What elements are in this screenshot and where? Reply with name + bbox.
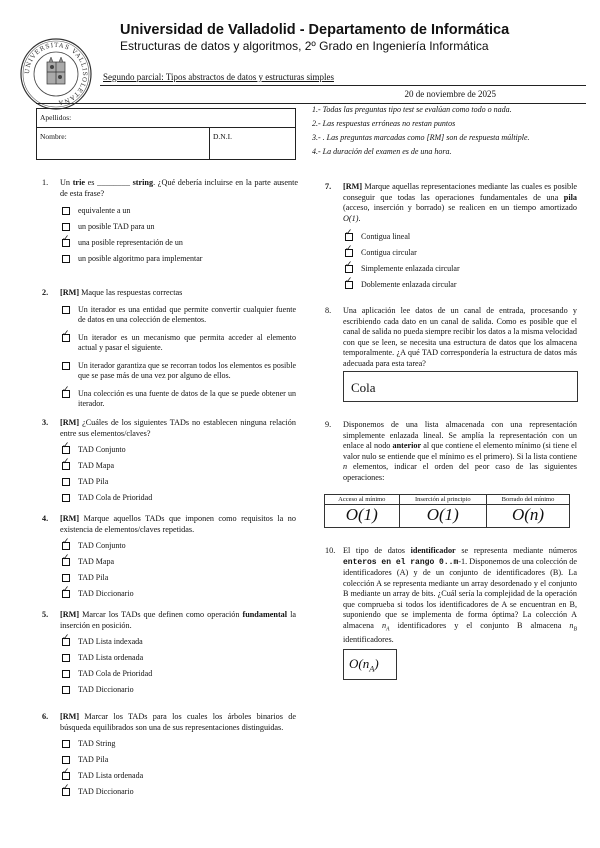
answer-option[interactable] <box>60 586 296 602</box>
divider <box>209 128 210 159</box>
answer-option[interactable] <box>60 768 296 784</box>
check-icon: ✓ <box>62 553 70 563</box>
question-number: 8. <box>325 306 332 315</box>
dni-label: D.N.I. <box>213 132 232 141</box>
answer-box-10[interactable] <box>343 649 397 680</box>
question-number: 6. <box>42 712 49 721</box>
question-2 <box>42 288 296 414</box>
answer-option[interactable] <box>60 784 296 800</box>
checkbox[interactable] <box>62 585 70 598</box>
question-10 <box>325 546 578 645</box>
question-text: Un trie es ________ string. ¿Qué debería incluirse en la parte ausente de esta frase? <box>60 178 299 198</box>
question-1 <box>42 178 299 267</box>
option-label: TAD Cola de Prioridad <box>78 669 153 678</box>
question-number: 9. <box>325 420 332 429</box>
answer-box-8[interactable] <box>343 371 578 402</box>
option-label: TAD String <box>78 739 116 748</box>
check-icon: ✓ <box>62 457 70 467</box>
question-9 <box>325 420 577 483</box>
checkbox[interactable] <box>62 654 70 662</box>
check-icon: ✓ <box>62 767 70 777</box>
question-text: El tipo de datos identificador se representa mediante números enteros en el rango 0..m-1. Disponemos de una colección de identificadores (A) y de un conjunto de identificadores (B). La colección A se representa mediante un array desordenado y el conjunto B mediante un array de bits. ¿Cuál sería la complejidad de la operación que comprueba si todos los identificadores de A se encuentran en B, suponiendo que se implementa de forma óptima? La colección A almacena $n_A$ identificadores y el conjunto B almacena $n_B$ identificadores. <box>343 546 578 644</box>
checkbox[interactable] <box>345 228 353 241</box>
rule-item: 4.- La duración del examen es de una hora. <box>312 147 452 156</box>
option-label: TAD Conjunto <box>78 541 126 550</box>
option-label: una posible representación de un <box>78 238 183 247</box>
checkbox[interactable] <box>62 553 70 566</box>
answer-option[interactable] <box>343 245 577 261</box>
option-label: TAD Lista indexada <box>78 637 143 646</box>
answer-option[interactable] <box>60 474 296 490</box>
checkbox[interactable] <box>62 670 70 678</box>
check-icon: ✓ <box>345 276 353 286</box>
checkbox[interactable] <box>62 537 70 550</box>
answer-option[interactable] <box>60 251 298 267</box>
answer-option[interactable] <box>60 302 296 330</box>
exam-date: 20 de noviembre de 2025 <box>404 89 496 99</box>
checkbox[interactable] <box>345 244 353 257</box>
check-icon: ✓ <box>62 384 70 395</box>
option-label: TAD Diccionario <box>78 589 134 598</box>
table-header: Borrado del mínimo <box>487 495 570 505</box>
answer-option[interactable] <box>60 666 296 682</box>
surname-label: Apellidos: <box>40 113 72 122</box>
answer-option[interactable] <box>60 634 296 650</box>
answer-option[interactable] <box>60 752 296 768</box>
answer-text: Cola <box>351 380 376 395</box>
check-icon: ✓ <box>345 260 353 270</box>
answer-option[interactable] <box>343 229 577 245</box>
answer-option[interactable] <box>60 736 296 752</box>
question-text: Disponemos de una lista almacenada con una representación simplemente enlazada lineal. Se amplía la representación con un enlace al nodo anterior al que contiene el elemento mínimo (si tiene el valor nulo se entiende que el mínimo es el primero). Si la lista contiene n elementos, indicar el orden del peor caso de las siguientes operaciones: <box>343 420 577 482</box>
table-header: Acceso al mínimo <box>325 495 400 505</box>
option-label: un posible algoritmo para implementar <box>78 254 203 263</box>
answer-option[interactable] <box>343 261 577 277</box>
check-icon: ✓ <box>345 228 353 238</box>
exam-type: Segundo parcial: Tipos abstractos de datos y estructuras simples <box>103 72 334 82</box>
answer-option[interactable] <box>60 554 296 570</box>
option-label: Simplemente enlazada circular <box>361 264 460 273</box>
answer-option[interactable] <box>60 330 296 358</box>
question-number: 3. <box>42 418 49 427</box>
checkbox[interactable] <box>345 276 353 289</box>
checkbox[interactable] <box>62 574 70 582</box>
checkbox[interactable] <box>62 362 70 370</box>
option-label: TAD Conjunto <box>78 445 126 454</box>
checkbox[interactable] <box>62 234 70 247</box>
option-label: Un iterador garantiza que se recorran todos los elementos es posible que se pase más de una vez por alguno de ellos. <box>78 360 296 380</box>
checkbox[interactable] <box>62 457 70 470</box>
checkbox[interactable] <box>62 207 70 215</box>
checkbox[interactable] <box>62 767 70 780</box>
checkbox[interactable] <box>62 441 70 454</box>
question-text: [RM] Marque aquellas representaciones mediante las cuales es posible conseguir que todas las operaciones fundamentales de una pila (acceso, inserción y borrado) se realicen en un tiempo amortizado O(1). <box>343 182 577 223</box>
divider <box>100 85 586 86</box>
student-id-form <box>36 108 296 160</box>
svg-text:UNIVERSITAS VALLISOLETANA: UNIVERSITAS VALLISOLETANA <box>23 41 89 107</box>
answer-option[interactable] <box>60 442 296 458</box>
cost-table <box>324 494 570 528</box>
question-5 <box>42 610 296 698</box>
option-label: TAD Mapa <box>78 461 115 470</box>
check-icon: ✓ <box>345 244 353 254</box>
option-label: TAD Diccionario <box>78 787 134 796</box>
answer-option[interactable] <box>60 682 296 698</box>
question-6 <box>42 712 296 800</box>
option-label: Un iterador es un mecanismo que permita acceder al elemento actual y pasar el siguiente. <box>78 332 296 352</box>
checkbox[interactable] <box>62 783 70 796</box>
answer-option[interactable] <box>60 650 296 666</box>
option-label: Una colección es una fuente de datos de la que se puede obtener un iterador. <box>78 388 296 408</box>
check-icon: ✓ <box>62 633 70 643</box>
page-subtitle: Estructuras de datos y algoritmos, 2º Grado en Ingeniería Informática <box>120 39 489 53</box>
exam-rules <box>312 103 530 159</box>
check-icon: ✓ <box>62 585 70 595</box>
question-number: 1. <box>42 178 49 187</box>
check-icon: ✓ <box>62 234 70 244</box>
checkbox[interactable] <box>62 306 70 314</box>
check-icon: ✓ <box>62 537 70 547</box>
university-seal-icon <box>20 38 92 110</box>
option-label: Un iterador es una entidad que permite convertir cualquier fuente de datos en una colección de elementos. <box>78 304 296 324</box>
answer-option[interactable] <box>60 219 298 235</box>
answer-option[interactable] <box>60 203 298 219</box>
rule-item: 1.- Todas las preguntas tipo test se evalúan como todo o nada. <box>312 105 512 114</box>
checkbox[interactable] <box>62 494 70 502</box>
option-label: TAD Lista ordenada <box>78 653 144 662</box>
option-label: Doblemente enlazada circular <box>361 280 457 289</box>
check-icon: ✓ <box>62 441 70 451</box>
option-label: TAD Pila <box>78 755 109 764</box>
checkbox[interactable] <box>62 686 70 694</box>
option-label: TAD Diccionario <box>78 685 134 694</box>
checkbox[interactable] <box>62 255 70 263</box>
option-label: TAD Mapa <box>78 557 115 566</box>
option-label: equivalente a un <box>78 206 131 215</box>
option-label: TAD Pila <box>78 477 109 486</box>
question-text: [RM] Marcar los TADs que definen como operación fundamental la inserción en posición. <box>60 610 296 630</box>
question-text: [RM] ¿Cuáles de los siguientes TADs no establecen ninguna relación entre sus elementos/claves? <box>60 418 296 438</box>
checkbox[interactable] <box>62 633 70 646</box>
option-label: Contigua lineal <box>361 232 411 241</box>
option-label: TAD Cola de Prioridad <box>78 493 153 502</box>
option-label: Contigua circular <box>361 248 417 257</box>
check-icon: ✓ <box>62 328 70 339</box>
answer-text: $O(n_A)$ <box>349 656 379 674</box>
check-icon: ✓ <box>62 783 70 793</box>
answer-option[interactable] <box>60 358 296 386</box>
answer-option[interactable] <box>343 277 577 293</box>
option-label: TAD Pila <box>78 573 109 582</box>
question-text: [RM] Maque las respuestas correctas <box>60 288 183 297</box>
name-label: Nombre: <box>40 132 67 141</box>
checkbox[interactable] <box>62 740 70 748</box>
question-text: [RM] Marcar los TADs para los cuales los árboles binarios de búsqueda equilibrados son una de sus representaciones distinguidas. <box>60 712 296 732</box>
checkbox[interactable] <box>62 756 70 764</box>
question-number: 5. <box>42 610 49 619</box>
question-text: [RM] Marque aquellos TADs que imponen como requisitos la no existencia de elementos/claves repetidas. <box>60 514 296 534</box>
answer-option[interactable] <box>60 235 298 251</box>
question-8 <box>325 306 577 369</box>
rule-item: 2.- Las respuestas erróneas no restan puntos <box>312 119 456 128</box>
table-header: Inserción al principio <box>399 495 486 505</box>
checkbox[interactable] <box>62 478 70 486</box>
question-4 <box>42 514 296 602</box>
question-number: 2. <box>42 288 49 297</box>
answer-option[interactable] <box>60 570 296 586</box>
answer-cell[interactable]: O(1) <box>399 505 486 528</box>
answer-option[interactable] <box>60 386 296 414</box>
question-3 <box>42 418 296 506</box>
page-title: Universidad de Valladolid - Departamento de Informática <box>120 22 510 38</box>
option-label: un posible TAD para un <box>78 222 155 231</box>
answer-cell[interactable]: O(n) <box>487 505 570 528</box>
option-label: TAD Lista ordenada <box>78 771 144 780</box>
question-number: 7. <box>325 182 332 191</box>
surname-field[interactable] <box>37 109 295 128</box>
answer-option[interactable] <box>60 458 296 474</box>
checkbox[interactable] <box>62 223 70 231</box>
question-7 <box>325 182 577 293</box>
question-number: 4. <box>42 514 49 523</box>
checkbox[interactable] <box>62 384 70 398</box>
answer-option[interactable] <box>60 538 296 554</box>
answer-option[interactable] <box>60 490 296 506</box>
answer-cell[interactable]: O(1) <box>325 505 400 528</box>
checkbox[interactable] <box>62 328 70 342</box>
question-number: 10. <box>325 546 336 555</box>
question-text: Una aplicación lee datos de un canal de entrada, procesando y escribiendo cada dato en un canal de salida. Como es posible que el canal de salida no pueda siempre recibir los datos a la misma velocidad con que se leen, se necesita una estructura de datos que los almacena temporalmente. ¿A qué TAD correspondería la estructura de datos más adecuada para esta tarea? <box>343 306 577 368</box>
checkbox[interactable] <box>345 260 353 273</box>
rule-item: 3.- . Las preguntas marcadas como [RM] son de respuesta múltiple. <box>312 133 530 142</box>
